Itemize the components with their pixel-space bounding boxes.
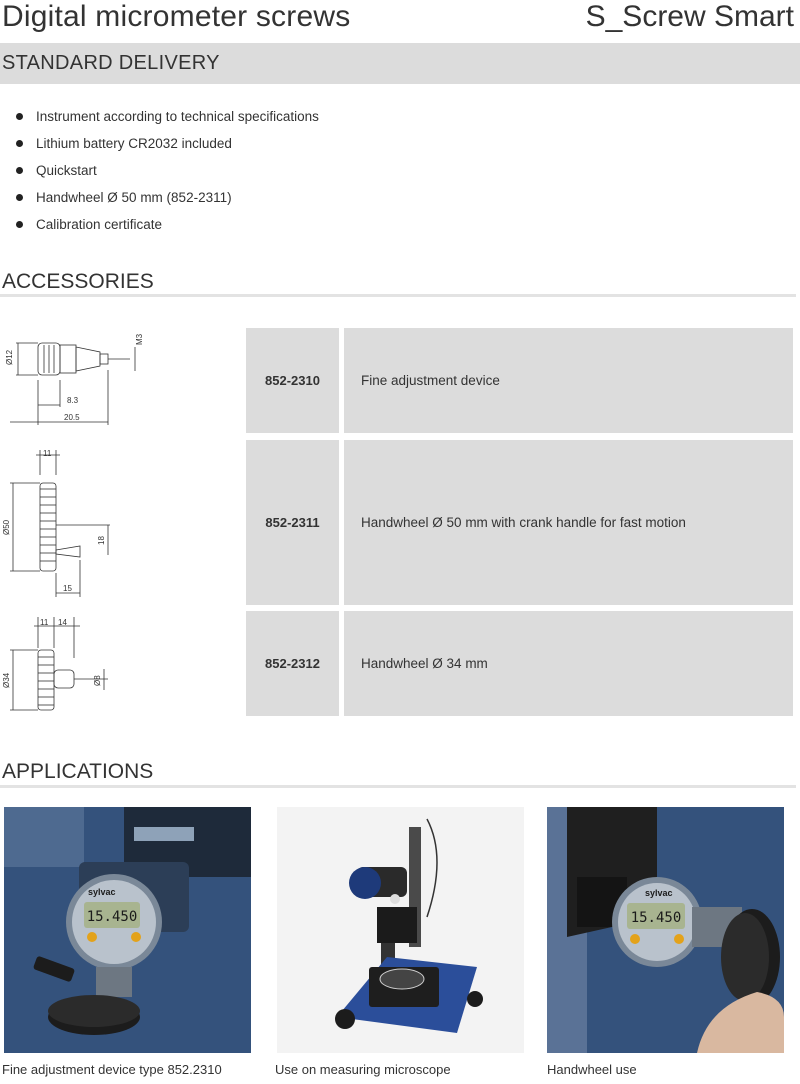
fine-adjustment-drawing xyxy=(0,325,160,430)
handwheel-50-drawing xyxy=(0,445,160,600)
photo-fine-adjustment xyxy=(4,807,251,1053)
accessories-heading: ACCESSORIES xyxy=(2,270,154,293)
dimension-label: 11 xyxy=(43,449,52,458)
dimension-label: 20.5 xyxy=(64,413,80,422)
brand-logo: sylvac xyxy=(88,887,116,897)
list-item: Lithium battery CR2032 included xyxy=(14,135,319,162)
display-readout: 15.450 xyxy=(630,910,682,926)
display-readout: 15.450 xyxy=(86,909,138,925)
dimension-label: Ø50 xyxy=(2,519,11,535)
list-item: Instrument according to technical specifications xyxy=(14,108,319,135)
micrometer-photo xyxy=(4,807,251,1053)
accessory-code: 852-2310 xyxy=(246,328,339,433)
dimension-label: 15 xyxy=(63,584,72,593)
dimension-label: 14 xyxy=(58,618,67,627)
handwheel-34-drawing xyxy=(0,612,160,717)
dimension-label: Ø34 xyxy=(2,672,11,688)
bullet-icon xyxy=(16,113,23,120)
photo-caption: Use on measuring microscope xyxy=(275,1062,451,1077)
photo-microscope xyxy=(277,807,524,1053)
photo-caption: Handwheel use xyxy=(547,1062,637,1077)
standard-delivery-heading: STANDARD DELIVERY xyxy=(2,52,220,74)
list-item: Handwheel Ø 50 mm (852-2311) xyxy=(14,189,319,216)
bullet-icon xyxy=(16,167,23,174)
bullet-icon xyxy=(16,221,23,228)
section-divider xyxy=(0,294,796,297)
list-item: Calibration certificate xyxy=(14,216,319,243)
microscope-photo xyxy=(277,807,524,1053)
applications-heading: APPLICATIONS xyxy=(2,760,154,783)
photo-handwheel-use xyxy=(547,807,784,1053)
accessory-description: Fine adjustment device xyxy=(344,328,793,433)
dimension-label: 18 xyxy=(97,536,106,545)
dimension-label: Ø12 xyxy=(5,349,14,365)
dimension-label: M3 xyxy=(135,333,144,345)
dimension-label: Ø8 xyxy=(93,675,102,686)
list-item: Quickstart xyxy=(14,162,319,189)
product-name: S_Screw Smart xyxy=(585,0,794,33)
standard-delivery-band xyxy=(0,43,800,84)
dimension-label: 8.3 xyxy=(67,396,79,405)
accessory-code: 852-2312 xyxy=(246,611,339,716)
photo-caption: Fine adjustment device type 852.2310 xyxy=(2,1062,222,1077)
delivery-list xyxy=(14,108,319,243)
bullet-icon xyxy=(16,140,23,147)
section-divider xyxy=(0,785,796,788)
accessory-code: 852-2311 xyxy=(246,440,339,605)
page-title: Digital micrometer screws xyxy=(2,0,351,33)
accessory-description: Handwheel Ø 50 mm with crank handle for fast motion xyxy=(344,440,793,605)
brand-logo: sylvac xyxy=(645,888,673,898)
dimension-label: 11 xyxy=(40,618,49,627)
bullet-icon xyxy=(16,194,23,201)
accessory-description: Handwheel Ø 34 mm xyxy=(344,611,793,716)
handwheel-photo xyxy=(547,807,784,1053)
